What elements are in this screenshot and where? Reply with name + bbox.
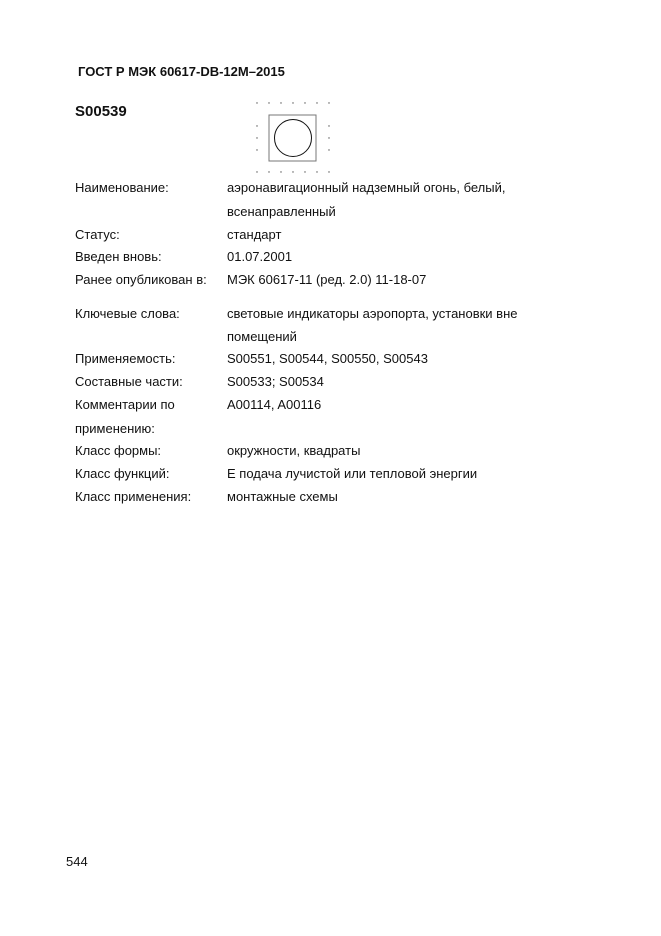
field-value-parts: S00533; S00534 xyxy=(227,374,324,389)
field-label-keywords: Ключевые слова: xyxy=(75,306,180,321)
field-value-application-class: монтажные схемы xyxy=(227,489,338,504)
field-value-comments: A00114, A00116 xyxy=(227,397,322,412)
field-value-name: аэронавигационный надземный огонь, белый, xyxy=(227,180,506,195)
field-label-published: Ранее опубликован в: xyxy=(75,272,207,287)
circle-in-square-symbol-icon xyxy=(254,100,334,176)
field-label-status: Статус: xyxy=(75,227,120,242)
symbol-code: S00539 xyxy=(75,103,127,120)
field-value-shape-class: окружности, квадраты xyxy=(227,443,361,458)
field-value-introduced: 01.07.2001 xyxy=(227,249,293,264)
field-label-shape-class: Класс формы: xyxy=(75,443,162,458)
document-header: ГОСТ Р МЭК 60617-DB-12M–2015 xyxy=(78,64,285,79)
field-label-parts: Составные части: xyxy=(75,374,183,389)
field-value-keywords: световые индикаторы аэропорта, установки вне xyxy=(227,306,518,321)
field-value-applicability: S00551, S00544, S00550, S00543 xyxy=(227,351,428,366)
grid-dots xyxy=(256,102,329,172)
field-value-published: МЭК 60617-11 (ред. 2.0) 11-18-07 xyxy=(227,272,427,287)
field-value-status: стандарт xyxy=(227,227,282,242)
field-label-introduced: Введен вновь: xyxy=(75,249,162,264)
field-label-applicability: Применяемость: xyxy=(75,351,176,366)
field-label-function-class: Класс функций: xyxy=(75,466,170,481)
field-label-comments: Комментарии по xyxy=(75,397,175,412)
field-value-keywords-cont: помещений xyxy=(227,329,297,344)
page-number: 544 xyxy=(66,854,88,869)
field-label-name: Наименование: xyxy=(75,180,169,195)
field-label-comments-cont: применению: xyxy=(75,421,155,436)
field-value-function-class: E подача лучистой или тепловой энергии xyxy=(227,466,478,481)
field-value-name-cont: всенаправленный xyxy=(227,204,336,219)
field-label-application-class: Класс применения: xyxy=(75,489,192,504)
